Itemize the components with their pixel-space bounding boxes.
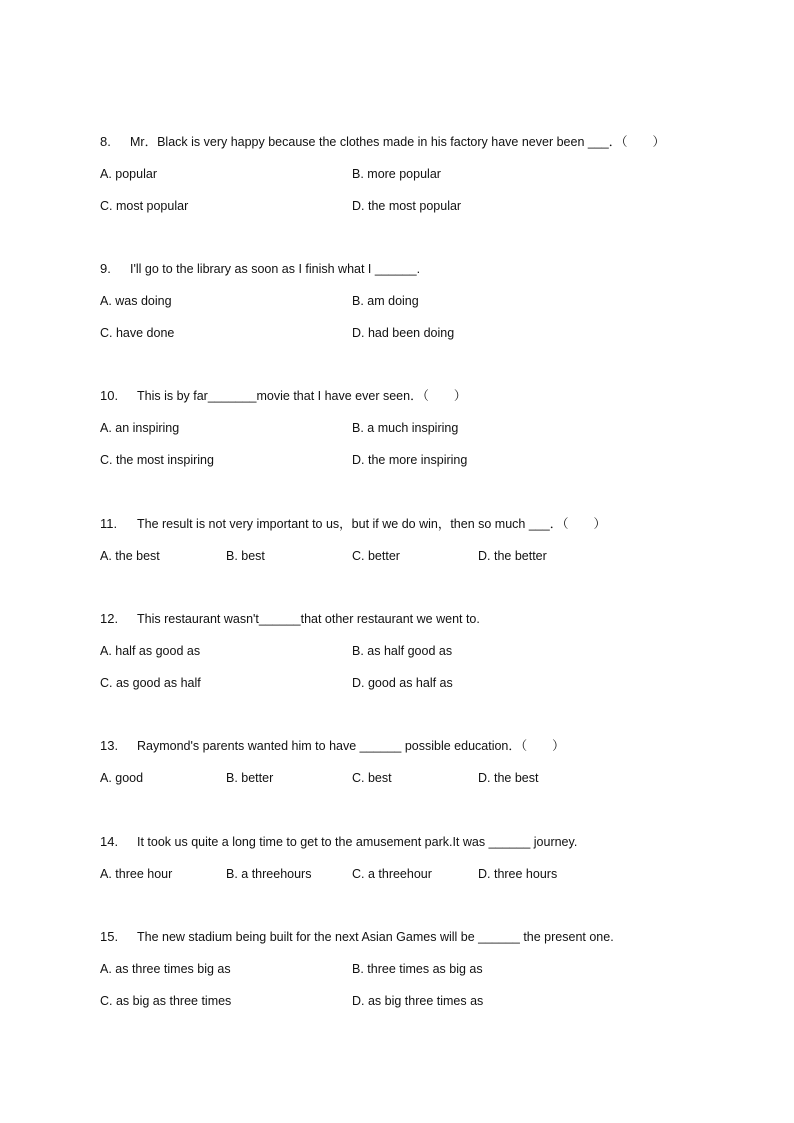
option-b[interactable]: B. more popular (352, 167, 441, 181)
option-a[interactable]: A. the best (100, 549, 160, 563)
question-number: 8. (100, 134, 111, 149)
option-d[interactable]: D. had been doing (352, 326, 455, 340)
option-b[interactable]: B. a threehours (226, 867, 312, 881)
option-c[interactable]: C. a threehour (352, 867, 432, 881)
question-14 (100, 832, 760, 881)
question-number: 14. (100, 834, 119, 849)
option-d[interactable]: D. the more inspiring (352, 453, 468, 467)
question-10 (100, 386, 760, 467)
question-number: 9. (100, 261, 111, 276)
option-c[interactable]: C. as big as three times (100, 994, 232, 1008)
option-c[interactable]: C. as good as half (100, 676, 201, 690)
option-b[interactable]: B. a much inspiring (352, 421, 459, 435)
question-9 (100, 259, 760, 340)
option-a[interactable]: A. was doing (100, 294, 172, 308)
option-d[interactable]: D. the most popular (352, 199, 462, 213)
option-a[interactable]: A. three hour (100, 867, 173, 881)
option-b[interactable]: B. better (226, 771, 274, 785)
question-text: Mr．Black is very happy because the clothes made in his factory have never been ___．（ ） (130, 135, 665, 149)
option-c[interactable]: C. best (352, 771, 392, 785)
question-number: 13. (100, 738, 119, 753)
question-text: This restaurant wasn't______that other restaurant we went to. (137, 612, 480, 626)
option-a[interactable]: A. good (100, 771, 144, 785)
question-text: It took us quite a long time to get to the amusement park.It was ______ journey. (137, 835, 578, 849)
question-13 (100, 736, 760, 785)
question-text: The new stadium being built for the next Asian Games will be ______ the present one. (137, 930, 614, 944)
question-text: The result is not very important to us，but if we do win，then so much ___．（ ） (137, 517, 606, 531)
option-c[interactable]: C. have done (100, 326, 175, 340)
option-a[interactable]: A. an inspiring (100, 421, 180, 435)
option-d[interactable]: D. as big three times as (352, 994, 484, 1008)
option-c[interactable]: C. most popular (100, 199, 189, 213)
question-number: 12. (100, 611, 119, 626)
option-b[interactable]: B. am doing (352, 294, 419, 308)
option-a[interactable]: A. popular (100, 167, 157, 181)
question-12 (100, 609, 760, 690)
question-number: 10. (100, 388, 119, 403)
option-b[interactable]: B. three times as big as (352, 962, 483, 976)
question-text: I'll go to the library as soon as I finish what I ______. (130, 262, 421, 276)
option-a[interactable]: A. as three times big as (100, 962, 231, 976)
option-d[interactable]: D. the best (478, 771, 539, 785)
option-d[interactable]: D. good as half as (352, 676, 453, 690)
question-text: Raymond's parents wanted him to have ______ possible education．（ ） (137, 739, 565, 753)
question-8 (100, 132, 760, 213)
question-11 (100, 514, 760, 563)
question-text: This is by far_______movie that I have ever seen．（ ） (137, 389, 467, 403)
option-d[interactable]: D. three hours (478, 867, 558, 881)
option-a[interactable]: A. half as good as (100, 644, 201, 658)
question-number: 15. (100, 929, 119, 944)
option-b[interactable]: B. best (226, 549, 265, 563)
option-c[interactable]: C. the most inspiring (100, 453, 214, 467)
option-d[interactable]: D. the better (478, 549, 547, 563)
option-c[interactable]: C. better (352, 549, 400, 563)
question-number: 11. (100, 516, 118, 531)
question-15 (100, 927, 760, 1008)
option-b[interactable]: B. as half good as (352, 644, 453, 658)
